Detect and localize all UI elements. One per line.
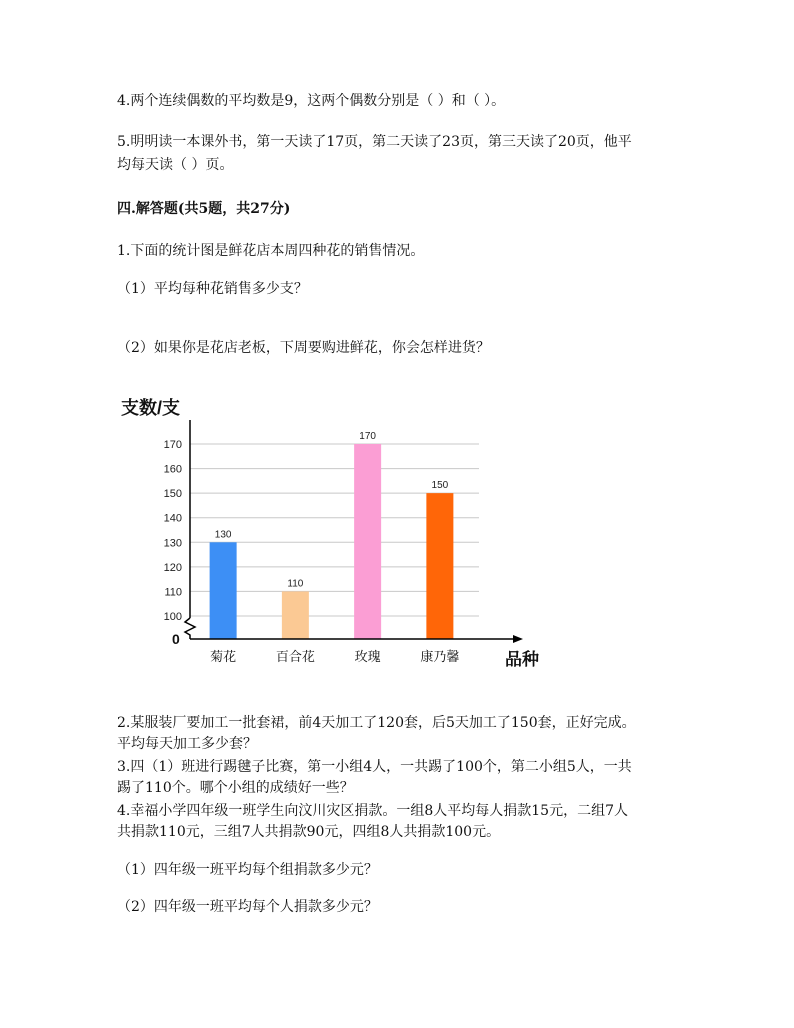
problem-4-sub2: （2）四年级一班平均每个人捐款多少元？ bbox=[117, 899, 378, 915]
y-tick-100: 100 bbox=[163, 611, 182, 623]
y-axis-label: 支数/支 bbox=[121, 398, 181, 418]
y-tick-labels bbox=[164, 439, 182, 623]
x-axis-label: 品种 bbox=[505, 650, 539, 669]
problem-4-sub1: （1）四年级一班平均每个组捐款多少元？ bbox=[117, 862, 378, 878]
category-label-1: 百合花 bbox=[275, 649, 315, 664]
problem-1-sub1: （1）平均每种花销售多少支？ bbox=[117, 281, 308, 297]
origin-label: 0 bbox=[172, 631, 180, 647]
y-tick-130: 130 bbox=[163, 537, 182, 550]
category-label-2: 玫瑰 bbox=[354, 649, 381, 664]
data-label-1: 110 bbox=[287, 578, 304, 590]
y-tick-160: 160 bbox=[163, 463, 182, 476]
problem-3-line2: 踢了110个。哪个小组的成绩好一些？ bbox=[117, 780, 354, 796]
data-label-0: 130 bbox=[214, 529, 232, 541]
problem-2-line1: 2.某服装厂要加工一批套裙，前4天加工了120套，后5天加工了150套，正好完成。 bbox=[117, 715, 636, 731]
bar-3 bbox=[426, 493, 453, 639]
data-labels bbox=[215, 431, 449, 589]
bars bbox=[210, 444, 454, 639]
bar-0 bbox=[210, 542, 237, 639]
y-tick-120: 120 bbox=[163, 561, 182, 574]
question-5-line2: 均每天读（ ）页。 bbox=[117, 157, 234, 173]
x-axis-arrow bbox=[513, 635, 523, 643]
category-label-0: 菊花 bbox=[210, 649, 237, 664]
bar-2 bbox=[354, 444, 381, 639]
problem-4-line2: 共捐款110元，三组7人共捐款90元，四组8人共捐款100元。 bbox=[117, 824, 501, 840]
problem-4-line1: 4.幸福小学四年级一班学生向汶川灾区捐款。一组8人平均每人捐款15元，二组7人 bbox=[117, 803, 628, 819]
y-tick-150: 150 bbox=[163, 488, 182, 501]
section-heading: 四.解答题(共5题，共27分) bbox=[117, 201, 291, 217]
data-label-3: 150 bbox=[431, 480, 449, 492]
problem-1-sub2: （2）如果你是花店老板，下周要购进鲜花，你会怎样进货？ bbox=[117, 340, 490, 356]
category-label-3: 康乃馨 bbox=[420, 649, 460, 664]
category-labels bbox=[210, 649, 459, 664]
y-tick-140: 140 bbox=[163, 512, 182, 525]
data-label-2: 170 bbox=[359, 431, 376, 442]
question-5-line1: 5.明明读一本课外书，第一天读了17页，第二天读了23页，第三天读了20页，他平 bbox=[117, 134, 632, 150]
problem-1-intro: 1.下面的统计图是鲜花店本周四种花的销售情况。 bbox=[117, 243, 425, 259]
bar-1 bbox=[282, 591, 309, 639]
y-tick-170: 170 bbox=[163, 439, 182, 451]
axis-break bbox=[185, 618, 195, 639]
y-tick-110: 110 bbox=[164, 586, 182, 599]
problem-2-line2: 平均每天加工多少套？ bbox=[117, 736, 257, 752]
bar-chart bbox=[117, 392, 547, 677]
problem-3-line1: 3.四（1）班进行踢毽子比赛，第一小组4人，一共踢了100个，第二小组5人，一共 bbox=[117, 759, 632, 775]
question-4: 4.两个连续偶数的平均数是9，这两个偶数分别是（ ）和（ ）。 bbox=[117, 93, 506, 109]
